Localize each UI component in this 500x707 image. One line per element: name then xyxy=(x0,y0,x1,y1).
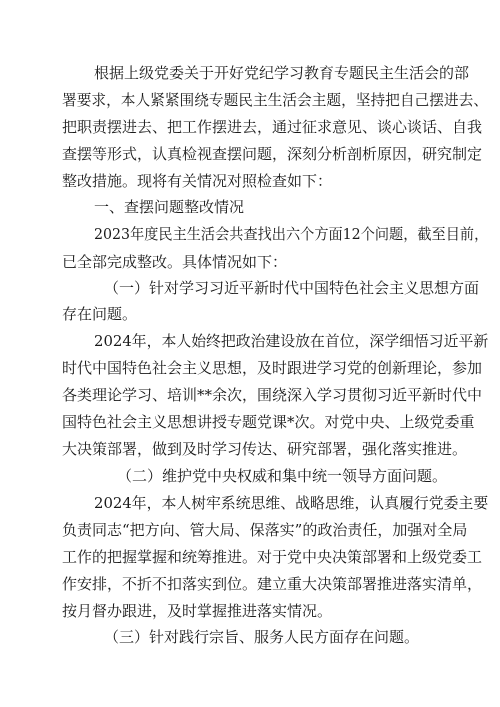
subsection-heading xyxy=(0,278,500,298)
text-line xyxy=(0,224,500,244)
text-line xyxy=(0,144,500,164)
text-line-content: 查摆等形式，认真检视查摆问题，深刻分析剖析原因，研究制定 xyxy=(62,145,483,163)
subsection-heading-text: （一）针对学习习近平新时代中国特色社会主义思想方面 xyxy=(104,279,480,297)
text-line xyxy=(0,90,500,110)
section-heading xyxy=(0,197,500,217)
text-line xyxy=(0,331,500,351)
text-line xyxy=(0,171,500,191)
text-line-content: 工作的把握掌握和统筹推进。对于党中央决策部署和上级党委工 xyxy=(62,548,483,566)
subsection-heading xyxy=(0,627,500,647)
text-line xyxy=(0,385,500,405)
text-line-content: 2023年度民主生活会共查找出六个方面12个问题，截至目前， xyxy=(94,225,489,243)
text-line xyxy=(0,439,500,459)
section-heading-text: 一、查摆问题整改情况 xyxy=(94,198,245,216)
text-line-content: 作安排，不折不扣落实到位。建立重大决策部署推进落实清单， xyxy=(62,575,483,593)
text-line-content: 把职责摆进去、把工作摆进去，通过征求意见、谈心谈话、自我 xyxy=(62,118,483,136)
text-line-content: 2024年，本人始终把政治建设放在首位，深学细悟习近平新 xyxy=(94,332,489,350)
subsection-heading-text: （三）针对践行宗旨、服务人民方面存在问题。 xyxy=(104,628,420,646)
subsection-heading xyxy=(0,304,500,324)
text-line-content: 负责同志“把方向、管大局、保落实”的政治责任，加强对全局 xyxy=(62,521,468,539)
text-line-content: 已全部完成整改。具体情况如下： xyxy=(62,253,288,271)
text-line xyxy=(0,117,500,137)
text-line-content: 时代中国特色社会主义思想，及时跟进学习党的创新理论，参加 xyxy=(62,359,483,377)
text-line-content: 大决策部署，做到及时学习传达、研究部署，强化落实推进。 xyxy=(62,440,468,458)
text-line xyxy=(0,547,500,567)
text-line xyxy=(0,252,500,272)
text-line xyxy=(0,412,500,432)
text-line xyxy=(0,493,500,513)
subsection-heading xyxy=(0,466,500,486)
text-line xyxy=(0,574,500,594)
text-line-content: 署要求，本人紧紧围绕专题民主生活会主题，坚持把自己摆进去、 xyxy=(62,91,489,109)
text-line xyxy=(0,601,500,621)
subsection-heading-text: （二）维护党中央权威和集中统一领导方面问题。 xyxy=(117,467,448,485)
text-line-content: 国特色社会主义思想讲授专题党课*次。对党中央、上级党委重 xyxy=(62,413,475,431)
text-line xyxy=(0,358,500,378)
text-line xyxy=(0,63,500,83)
text-line-content: 2024年，本人树牢系统思维、战略思维，认真履行党委主要 xyxy=(94,494,489,512)
text-line-content: 根据上级党委关于开好党纪学习教育专题民主生活会的部 xyxy=(94,64,470,82)
text-line-content: 按月督办跟进，及时掌握推进落实情况。 xyxy=(62,602,333,620)
text-line-content: 整改措施。现将有关情况对照检查如下： xyxy=(62,172,333,190)
text-line-content: 各类理论学习、培训**余次，围绕深入学习贯彻习近平新时代中 xyxy=(62,386,483,404)
text-line xyxy=(0,520,500,540)
subsection-heading-text: 存在问题。 xyxy=(62,305,138,323)
